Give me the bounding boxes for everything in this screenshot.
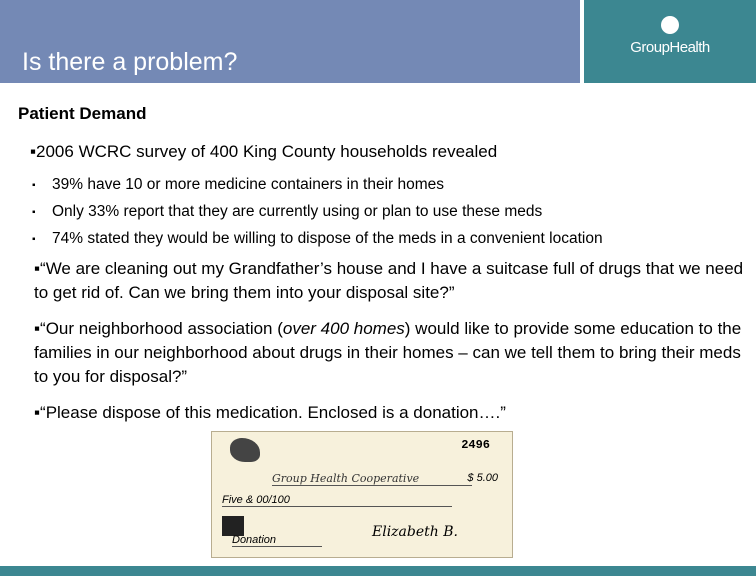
quote-neighborhood bbox=[34, 317, 744, 389]
slide-title: Is there a problem? bbox=[22, 48, 238, 76]
survey-sub-bullet bbox=[32, 176, 445, 194]
check-amount-words: Five & 00/100 bbox=[222, 494, 452, 507]
check-number: 2496 bbox=[461, 438, 490, 452]
eagle-icon bbox=[230, 438, 260, 462]
check-signature: Elizabeth B. bbox=[372, 524, 458, 540]
footer-bar bbox=[0, 566, 756, 576]
bullet-icon: ▪ bbox=[32, 180, 36, 191]
check-payee: Group Health Cooperative bbox=[272, 472, 472, 486]
bullet-icon: ▪ bbox=[32, 207, 36, 218]
quote-text: ) would like to provide some education to the families in our neighborhood about drugs in their homes – can we tell them to bring their meds to you for disposal?” bbox=[34, 319, 742, 386]
survey-sub-bullet bbox=[32, 203, 543, 221]
quote-donation: ▪“Please dispose of this medication. Enclosed is a donation….” bbox=[34, 403, 506, 422]
bullet-icon: ▪ bbox=[32, 234, 36, 245]
logo-emblem-icon bbox=[661, 16, 679, 34]
quote-text: ▪“Our neighborhood association ( bbox=[34, 319, 283, 338]
group-health-logo bbox=[584, 16, 756, 56]
sub-bullet-text: 39% have 10 or more medicine containers in their homes bbox=[52, 176, 445, 193]
sub-bullet-text: 74% stated they would be willing to dispose of the meds in a convenient location bbox=[52, 230, 603, 247]
quote-grandfather: ▪“We are cleaning out my Grandfather’s house and I have a suitcase full of drugs that we need to get rid of. Can we bring them into your disposal site?” bbox=[34, 259, 744, 302]
title-bar bbox=[0, 0, 580, 83]
survey-bullet: ▪2006 WCRC survey of 400 King County households revealed bbox=[30, 142, 498, 161]
logo-panel bbox=[584, 0, 756, 83]
donation-check-image bbox=[211, 431, 513, 558]
quote-emphasis: over 400 homes bbox=[282, 319, 405, 338]
check-amount: $ 5.00 bbox=[467, 472, 498, 484]
survey-sub-bullet bbox=[32, 230, 603, 248]
bank-logo-icon bbox=[222, 516, 244, 536]
logo-text: GroupHealth bbox=[630, 39, 710, 56]
section-heading: Patient Demand bbox=[18, 104, 147, 123]
sub-bullet-text: Only 33% report that they are currently using or plan to use these meds bbox=[52, 203, 543, 220]
check-memo: Donation bbox=[232, 534, 322, 547]
